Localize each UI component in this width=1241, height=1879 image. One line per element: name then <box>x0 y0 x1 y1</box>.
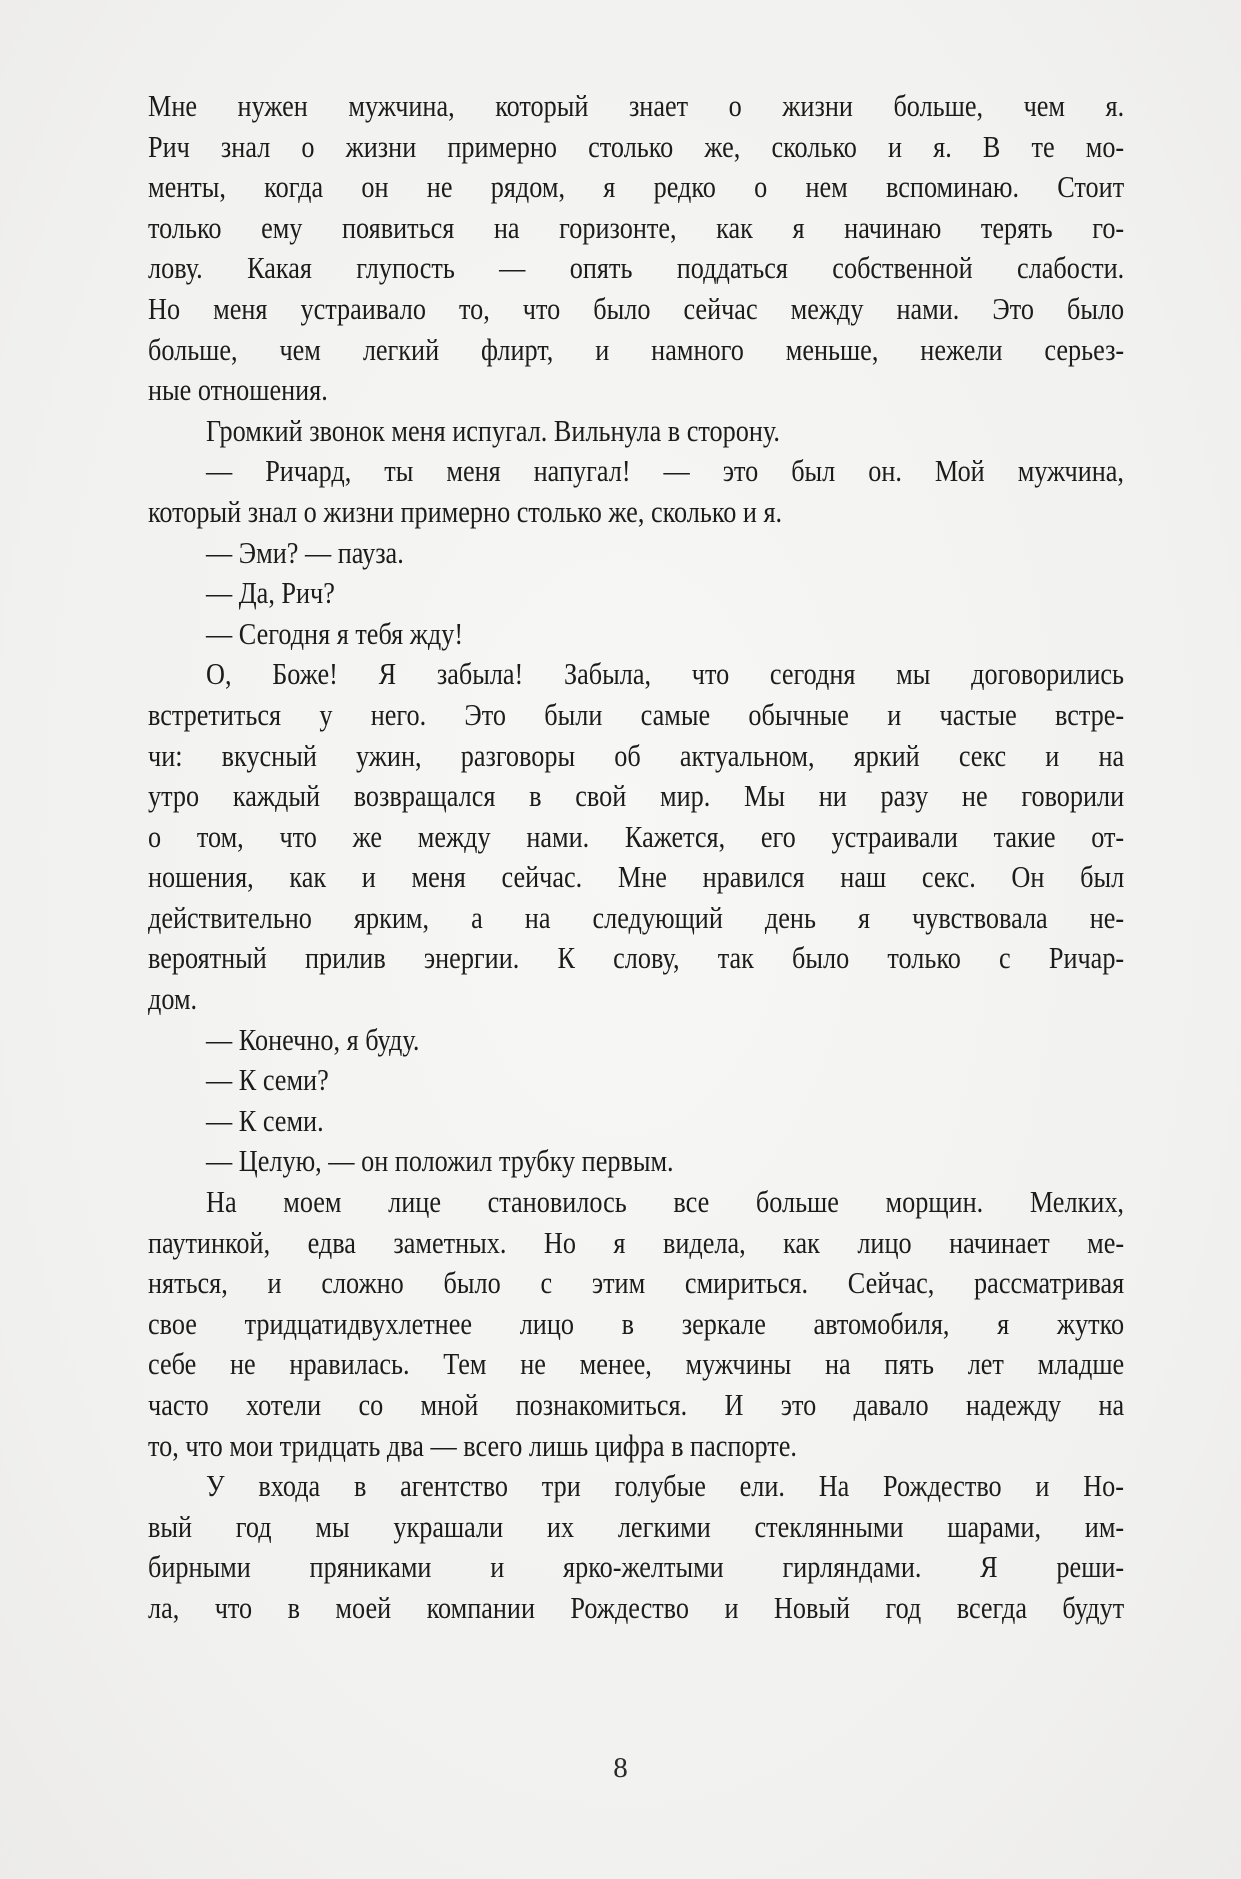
text-line-content: — Да, Рич? <box>206 576 335 611</box>
text-line <box>148 1304 1124 1345</box>
text-line-content: дом. <box>148 982 198 1017</box>
text-line <box>148 695 1124 736</box>
text-line-content: который знал о жизни примерно столько же, сколько и я. <box>148 494 783 529</box>
text-line-content: свое тридцатидвухлетнее лицо в зеркале автомобиля, я жутко <box>148 1306 1124 1341</box>
text-line <box>148 248 1124 289</box>
text-line <box>148 1507 1124 1548</box>
text-line-content: Но меня устраивало то, что было сейчас между нами. Это было <box>148 291 1124 326</box>
text-line-content: себе не нравилась. Тем не менее, мужчины на пять лет младше <box>148 1347 1124 1382</box>
text-line-content: ношения, как и меня сейчас. Мне нравился наш секс. Он был <box>148 860 1124 895</box>
text-line-content: ные отношения. <box>148 373 328 408</box>
text-line <box>148 817 1124 858</box>
text-line <box>148 451 1124 492</box>
text-line <box>148 127 1124 168</box>
text-line <box>148 979 1124 1020</box>
text-line-content: бирными пряниками и ярко-желтыми гирляндами. Я реши- <box>148 1550 1124 1585</box>
text-line-content: — Сегодня я тебя жду! <box>206 616 464 651</box>
text-line <box>148 533 1124 574</box>
text-line-content: вероятный прилив энергии. К слову, так было только с Ричар- <box>148 941 1124 976</box>
text-line <box>148 1344 1124 1385</box>
text-line-content: — Эми? — пауза. <box>206 535 404 570</box>
text-line-content: О, Боже! Я забыла! Забыла, что сегодня мы договорились <box>206 657 1124 692</box>
text-line-content: лову. Какая глупость — опять поддаться собственной слабости. <box>148 251 1124 286</box>
text-line <box>148 1426 1124 1467</box>
text-line <box>148 857 1124 898</box>
text-line <box>148 492 1124 533</box>
text-line <box>148 411 1124 452</box>
text-line <box>148 330 1124 371</box>
text-line <box>148 86 1124 127</box>
text-line-content: Рич знал о жизни примерно столько же, сколько и я. В те мо- <box>148 129 1124 164</box>
text-line-content: встретиться у него. Это были самые обычные и частые встре- <box>148 697 1124 732</box>
text-line <box>148 208 1124 249</box>
text-line <box>148 654 1124 695</box>
text-line <box>148 1141 1124 1182</box>
text-line-content: менты, когда он не рядом, я редко о нем вспоминаю. Стоит <box>148 170 1124 205</box>
text-line <box>148 1060 1124 1101</box>
text-line-content: только ему появиться на горизонте, как я начинаю терять го- <box>148 210 1124 245</box>
body-text <box>148 86 1124 1629</box>
text-line-content: действительно ярким, а на следующий день я чувствовала не- <box>148 900 1124 935</box>
text-line-content: о том, что же между нами. Кажется, его устраивали такие от- <box>148 819 1124 854</box>
text-line <box>148 898 1124 939</box>
text-line-content: то, что мои тридцать два — всего лишь цифра в паспорте. <box>148 1428 797 1463</box>
text-line <box>148 614 1124 655</box>
text-line <box>148 1101 1124 1142</box>
text-line <box>148 167 1124 208</box>
text-line <box>148 1263 1124 1304</box>
text-line-content: — К семи? <box>206 1063 329 1098</box>
text-line-content: вый год мы украшали их легкими стеклянными шарами, им- <box>148 1509 1124 1544</box>
text-line-content: утро каждый возвращался в свой мир. Мы ни разу не говорили <box>148 779 1124 814</box>
text-line-content: — К семи. <box>206 1103 324 1138</box>
text-line-content: чи: вкусный ужин, разговоры об актуальном, яркий секс и на <box>148 738 1124 773</box>
text-line-content: больше, чем легкий флирт, и намного меньше, нежели серьез- <box>148 332 1124 367</box>
text-line-content: ла, что в моей компании Рождество и Новый год всегда будут <box>148 1590 1124 1625</box>
text-line-content: паутинкой, едва заметных. Но я видела, как лицо начинает ме- <box>148 1225 1124 1260</box>
text-line <box>148 776 1124 817</box>
text-line <box>148 1588 1124 1629</box>
text-line <box>148 736 1124 777</box>
text-line <box>148 1547 1124 1588</box>
text-line <box>148 1182 1124 1223</box>
text-line-content: часто хотели со мной познакомиться. И это давало надежду на <box>148 1388 1124 1422</box>
text-line-content: Мне нужен мужчина, который знает о жизни больше, чем я. <box>148 89 1124 123</box>
text-line-content: На моем лице становилось все больше морщин. Мелких, <box>206 1185 1124 1220</box>
text-line-content: — Целую, — он положил трубку первым. <box>206 1144 674 1179</box>
text-line-content: — Конечно, я буду. <box>206 1022 420 1057</box>
text-line <box>148 938 1124 979</box>
text-line <box>148 370 1124 411</box>
page-number: 8 <box>613 1752 628 1784</box>
text-line <box>148 289 1124 330</box>
text-line-content: — Ричард, ты меня напугал! — это был он. Мой мужчина, <box>206 454 1124 489</box>
text-line <box>148 1020 1124 1061</box>
text-line-content: Громкий звонок меня испугал. Вильнула в сторону. <box>206 413 780 448</box>
text-line-content: няться, и сложно было с этим смириться. Сейчас, рассматривая <box>148 1266 1124 1301</box>
text-line <box>148 1385 1124 1426</box>
text-line <box>148 1223 1124 1264</box>
text-line <box>148 1466 1124 1507</box>
text-line-content: У входа в агентство три голубые ели. На Рождество и Но- <box>206 1469 1124 1504</box>
text-line <box>148 573 1124 614</box>
